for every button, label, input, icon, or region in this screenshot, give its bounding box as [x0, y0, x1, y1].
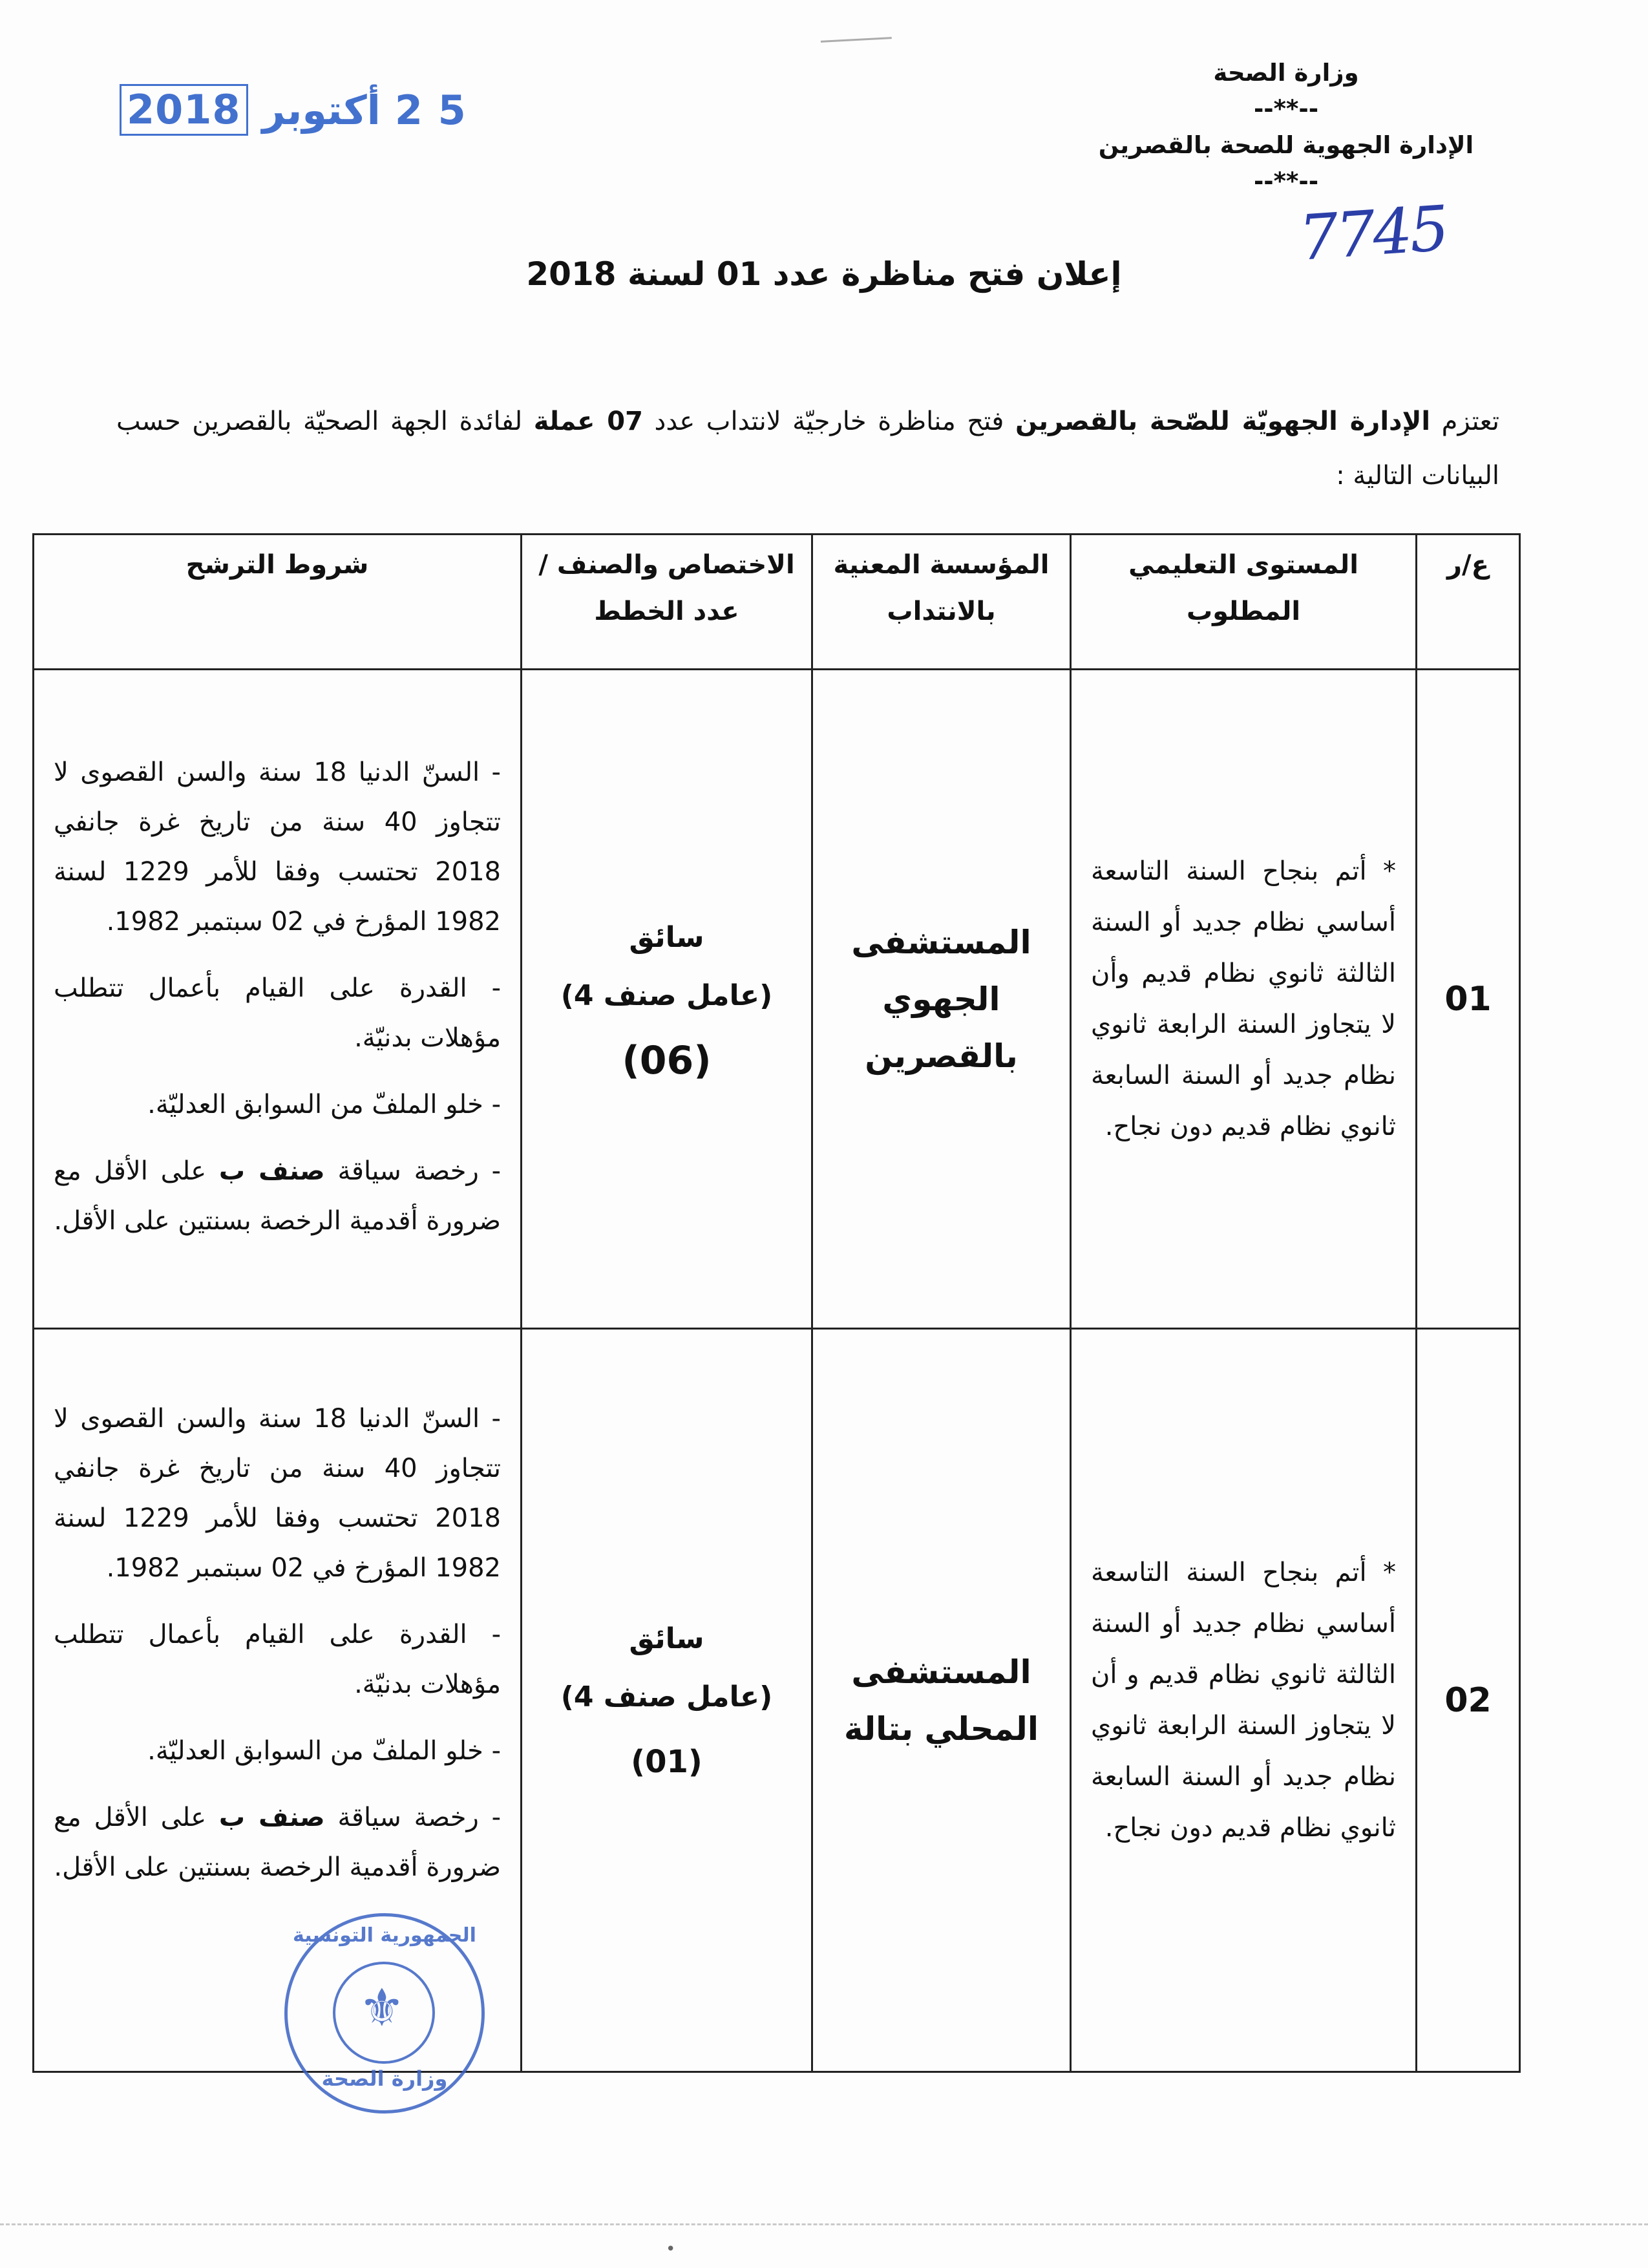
- institution-cell: المستشفى المحلي بتالة: [812, 1329, 1071, 2072]
- license-class: صنف ب: [218, 1156, 325, 1186]
- stamp-day: 2 5: [394, 86, 467, 134]
- header-conditions: شروط الترشح: [34, 535, 522, 670]
- intro-workers-count: 07 عملة: [533, 407, 643, 436]
- scan-edge-line: [0, 2223, 1648, 2228]
- condition-record: - خلو الملفّ من السوابق العدليّة.: [147, 1090, 501, 1119]
- condition-license: [54, 1793, 501, 1892]
- date-stamp: [120, 78, 467, 142]
- condition-physical: - القدرة على القيام بأعمال تتطلب مؤهلات بدنيّة.: [54, 1620, 501, 1699]
- seal-bottom-text: وزارة الصحة: [321, 2066, 448, 2091]
- intro-directorate: الإدارة الجهويّة للصّحة بالقصرين: [1015, 407, 1431, 436]
- specialty-title: سائق: [629, 1622, 704, 1655]
- specialty-cell: [522, 670, 812, 1329]
- specialty-title: سائق: [629, 920, 704, 954]
- header-education: المستوى التعليمي المطلوب: [1071, 535, 1417, 670]
- positions-table: [32, 533, 1521, 2073]
- table-row: [34, 670, 1520, 1329]
- positions-count: (01): [631, 1743, 703, 1780]
- scan-mark: •: [666, 2240, 676, 2259]
- table-header-row: [34, 535, 1520, 670]
- intro-text: تعتزم: [1441, 407, 1500, 436]
- condition-record: - خلو الملفّ من السوابق العدليّة.: [147, 1736, 501, 1766]
- specialty-grade: (عامل صنف 4): [560, 979, 773, 1012]
- official-seal: [284, 1913, 485, 2114]
- ministry-name: وزارة الصحة: [1213, 59, 1359, 87]
- license-text: على الأقل مع ضرورة أقدمية الرخصة بسنتين على الأقل.: [54, 1803, 501, 1882]
- license-text: - رخصة سياقة: [337, 1803, 502, 1832]
- seal-top-text: الجمهورية التونسية: [293, 1924, 476, 1947]
- license-text: على الأقل مع ضرورة أقدمية الرخصة بسنتين على الأقل.: [54, 1156, 501, 1236]
- intro-text: فتح مناظرة خارجيّة لانتداب عدد: [654, 407, 1004, 436]
- institution-cell: المستشفى الجهوي بالقصرين: [812, 670, 1071, 1329]
- condition-physical: - القدرة على القيام بأعمال تتطلب مؤهلات بدنيّة.: [54, 973, 501, 1053]
- stamp-year: 2018: [120, 84, 248, 136]
- specialty-grade: (عامل صنف 4): [560, 1680, 773, 1713]
- row-number: 01: [1417, 670, 1520, 1329]
- conditions-cell: [34, 670, 522, 1329]
- condition-age: - السنّ الدنيا 18 سنة والسن القصوى لا تتجاوز 40 سنة من تاريخ غرة جانفي 2018 تحتسب وفقا للأمر 1229 لسنة 1982 المؤرخ في 02 سبتمبر 1982.: [54, 1404, 501, 1583]
- tunisia-emblem-icon: ⚜: [359, 1978, 405, 2038]
- condition-license: [54, 1147, 501, 1246]
- page-title: إعلان فتح مناظرة عدد 01 لسنة 2018: [526, 255, 1122, 293]
- letterhead: [1079, 55, 1493, 200]
- intro-text: لفائدة الجهة الصحيّة بالقصرين حسب البيانات التالية :: [116, 407, 1499, 491]
- handwritten-reference-number: 7745: [1296, 192, 1449, 275]
- license-text: - رخصة سياقة: [337, 1156, 502, 1186]
- letterhead-separator: --**--: [1253, 167, 1319, 195]
- specialty-cell: [522, 1329, 812, 2072]
- license-class: صنف ب: [218, 1803, 325, 1832]
- condition-age: - السنّ الدنيا 18 سنة والسن القصوى لا تتجاوز 40 سنة من تاريخ غرة جانفي 2018 تحتسب وفقا للأمر 1229 لسنة 1982 المؤرخ في 02 سبتمبر 1982.: [54, 758, 501, 937]
- education-cell: * أتم بنجاح السنة التاسعة أساسي نظام جديد أو السنة الثالثة ثانوي نظام قديم وأن لا يتجاوز السنة الرابعة ثانوي نظام جديد أو السنة السابعة ثانوي نظام قديم دون نجاح.: [1071, 670, 1417, 1329]
- pen-mark: [821, 37, 892, 47]
- stamp-month: أكتوبر: [262, 86, 381, 134]
- directorate-name: الإدارة الجهوية للصحة بالقصرين: [1098, 131, 1474, 159]
- education-cell: * أتم بنجاح السنة التاسعة أساسي نظام جديد أو السنة الثالثة ثانوي نظام قديم و أن لا يتجاوز السنة الرابعة ثانوي نظام جديد أو السنة السابعة ثانوي نظام قديم دون نجاح.: [1071, 1329, 1417, 2072]
- letterhead-separator: --**--: [1253, 95, 1319, 123]
- row-number: 02: [1417, 1329, 1520, 2072]
- header-specialty: الاختصاص والصنف /عدد الخطط: [522, 535, 812, 670]
- header-no: ع/ر: [1417, 535, 1520, 670]
- intro-paragraph: [116, 394, 1499, 503]
- table-row: [34, 1329, 1520, 2072]
- positions-count: (06): [622, 1037, 712, 1083]
- header-institution: المؤسسة المعنية بالانتداب: [812, 535, 1071, 670]
